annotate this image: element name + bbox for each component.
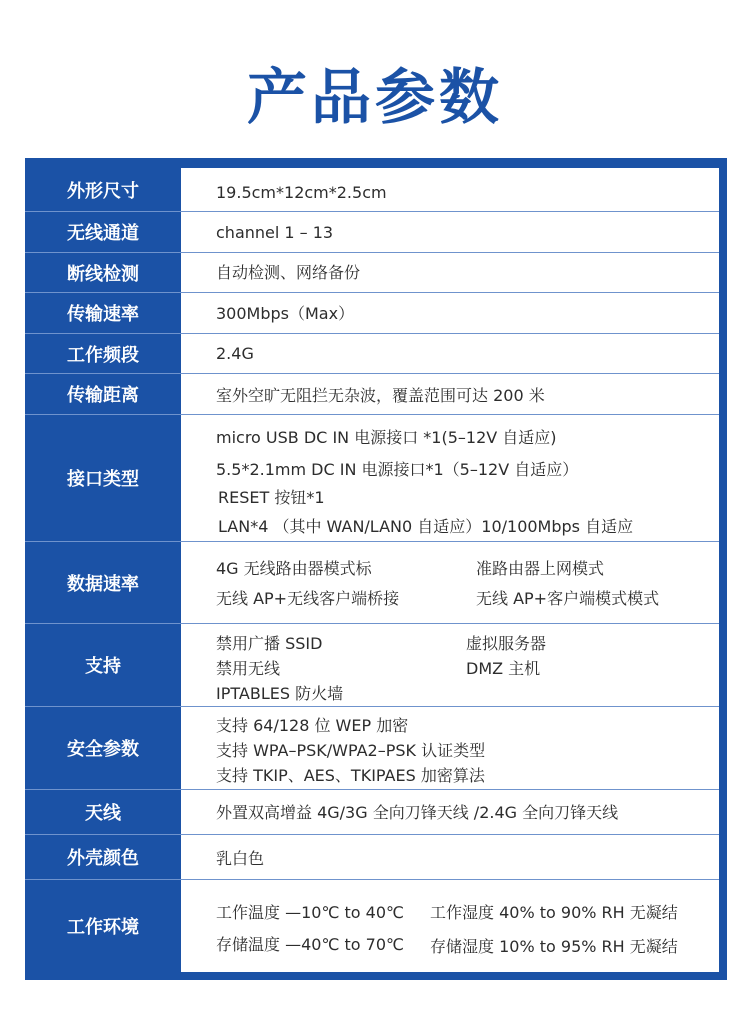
value-shell-color: 乳白色 xyxy=(216,849,265,868)
row-label-data-rate: 数据速率 xyxy=(67,573,139,595)
row-label-transfer-distance: 传输距离 xyxy=(67,385,139,406)
value-dimensions: 19.5cm*12cm*2.5cm xyxy=(216,183,387,202)
value-transfer-distance: 室外空旷无阻拦无杂波，覆盖范围可达 200 米 xyxy=(216,386,545,405)
row-label-transfer-rate: 传输速率 xyxy=(67,304,139,325)
value-interface-line: RESET 按钮*1 xyxy=(218,488,325,507)
value-support-feature: 虚拟服务器 xyxy=(466,634,547,653)
value-interface-line: 5.5*2.1mm DC IN 电源接口*1（5–12V 自适应） xyxy=(216,460,579,479)
value-disconnect-detection: 自动检测、网络备份 xyxy=(216,263,361,282)
row-label-dimensions: 外形尺寸 xyxy=(67,180,139,202)
value-support-feature: 禁用广播 SSID xyxy=(216,634,323,653)
value-interface-line: LAN*4 （其中 WAN/LAN0 自适应）10/100Mbps 自适应 xyxy=(218,517,634,536)
value-support-feature: 禁用无线 xyxy=(216,659,281,678)
value-environment-line: 存储温度 —40℃ to 70℃ xyxy=(216,935,404,954)
row-label-environment: 工作环境 xyxy=(67,917,139,938)
row-label-wireless-channel: 无线通道 xyxy=(67,223,139,244)
row-label-antenna: 天线 xyxy=(85,803,121,824)
value-security-line: 支持 TKIP、AES、TKIPAES 加密算法 xyxy=(216,766,485,785)
value-security-line: 支持 WPA–PSK/WPA2–PSK 认证类型 xyxy=(216,741,486,760)
value-transfer-rate: 300Mbps（Max） xyxy=(216,304,355,323)
row-label-frequency-band: 工作频段 xyxy=(67,344,139,366)
value-environment-line: 工作温度 —10℃ to 40℃ xyxy=(216,903,404,922)
value-support-feature: DMZ 主机 xyxy=(466,659,541,678)
value-wireless-channel: channel 1 – 13 xyxy=(216,223,334,242)
value-data-rate-mode: 准路由器上网模式 xyxy=(476,559,605,578)
value-environment-line: 工作湿度 40% to 90% RH 无凝结 xyxy=(430,903,678,922)
page-title: 产品参数 xyxy=(247,63,503,133)
value-data-rate-mode: 无线 AP+客户端模式模式 xyxy=(476,589,660,608)
row-label-support: 支持 xyxy=(85,656,121,677)
value-interface-line: micro USB DC IN 电源接口 *1(5–12V 自适应) xyxy=(216,428,557,447)
value-frequency-band: 2.4G xyxy=(216,344,254,363)
value-support-feature: IPTABLES 防火墙 xyxy=(216,684,344,703)
row-label-security: 安全参数 xyxy=(67,739,139,760)
row-label-interface-type: 接口类型 xyxy=(67,469,139,490)
value-security-line: 支持 64/128 位 WEP 加密 xyxy=(216,716,409,735)
row-label-disconnect-detection: 断线检测 xyxy=(67,263,139,285)
row-label-shell-color: 外壳颜色 xyxy=(67,848,139,869)
value-data-rate-mode: 4G 无线路由器模式标 xyxy=(216,559,372,578)
value-data-rate-mode: 无线 AP+无线客户端桥接 xyxy=(216,589,400,608)
value-antenna: 外置双高增益 4G/3G 全向刀锋天线 /2.4G 全向刀锋天线 xyxy=(216,803,619,822)
value-environment-line: 存储湿度 10% to 95% RH 无凝结 xyxy=(430,937,678,956)
